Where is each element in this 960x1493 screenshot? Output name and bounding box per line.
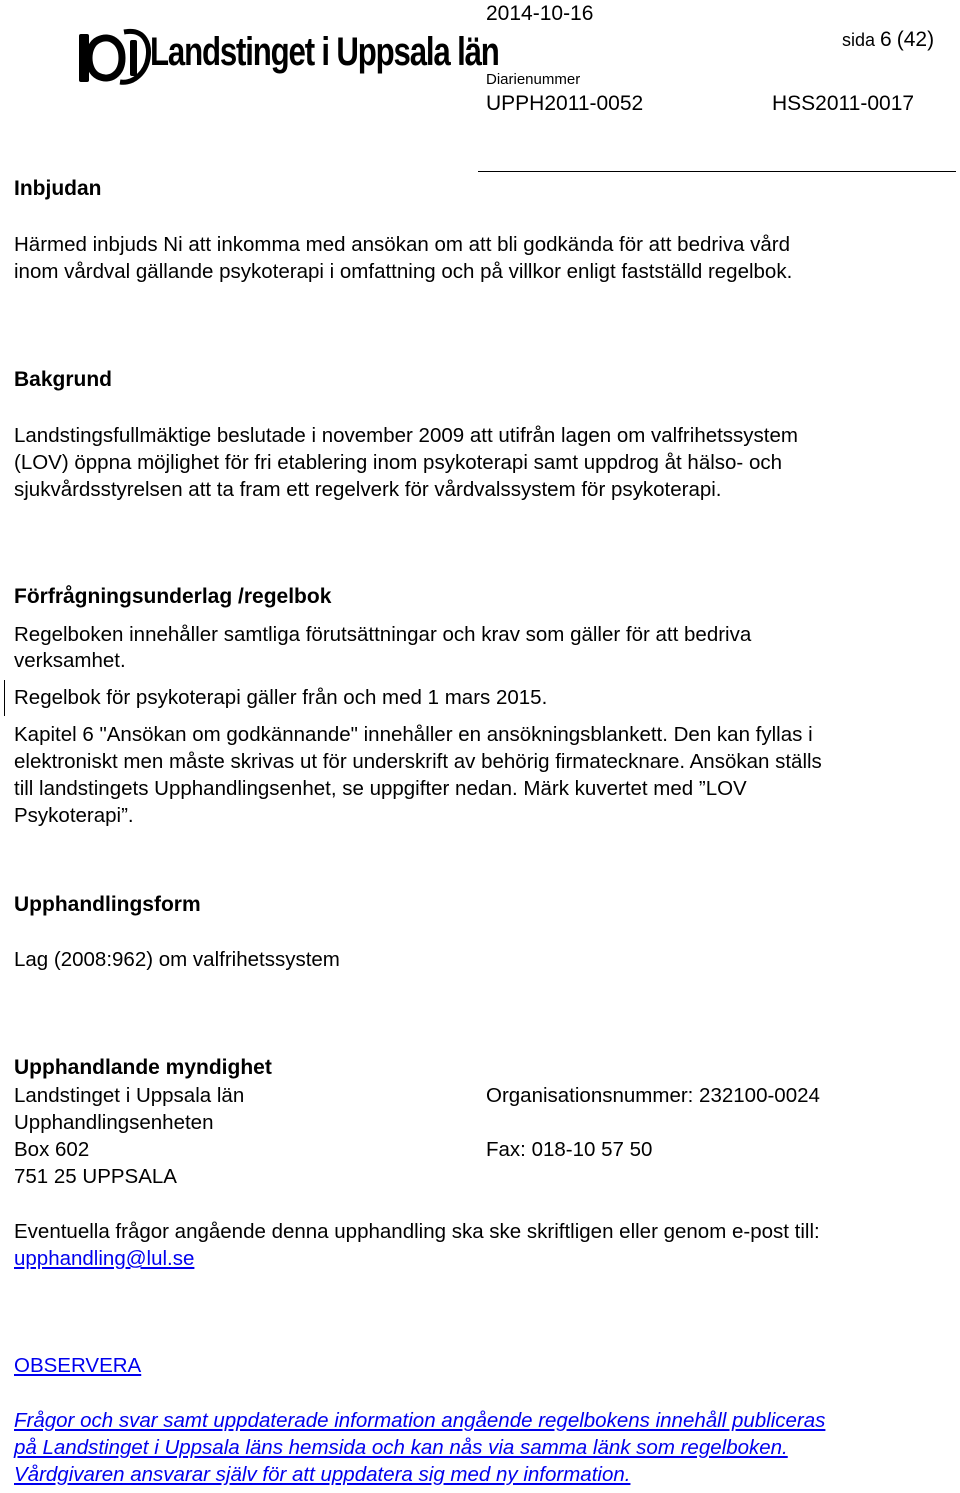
heading-forfragningsunderlag: Förfrågningsunderlag /regelbok [14,585,332,608]
forfragning-line-1: Regelboken innehåller samtliga förutsättningar och krav som gäller för att bedriva [14,623,752,646]
forfragning-line-7: Psykoterapi”. [14,804,134,827]
myndighet-name: Landstinget i Uppsala län [14,1084,245,1107]
observera-heading[interactable]: OBSERVERA [14,1354,142,1377]
observera-line-1[interactable]: Frågor och svar samt uppdaterade information angående regelbokens innehåll publiceras [14,1409,826,1432]
observera-line-2[interactable]: på Landstinget i Uppsala läns hemsida och kan nås via samma länk som regelboken. [14,1436,788,1459]
document-date: 2014-10-16 [486,2,594,25]
inbjudan-line-1: Härmed inbjuds Ni att inkomma med ansökan om att bli godkända för att bedriva vård [14,233,790,256]
observera-line-3[interactable]: Vårdgivaren ansvarar själv för att uppdatera sig med ny information. [14,1463,631,1486]
page-number: 6 [880,28,892,51]
diarie-label: Diarienummer [486,71,581,88]
forfragning-line-2: verksamhet. [14,649,126,672]
diarie-number-2: HSS2011-0017 [772,92,915,115]
diarie-number-1: UPPH2011-0052 [486,92,644,115]
myndighet-box: Box 602 [14,1138,90,1161]
page-indicator [842,28,934,52]
forfragning-line-4: Kapitel 6 "Ansökan om godkännande" innehåller en ansökningsblankett. Den kan fyllas i [14,723,813,746]
forfragning-line-5: elektroniskt men måste skrivas ut för underskrift av behörig firmatecknare. Ansökan ställs [14,750,822,773]
myndighet-fax: Fax: 018-10 57 50 [486,1138,653,1161]
page-prefix: sida [842,30,876,50]
heading-inbjudan: Inbjudan [14,177,102,200]
heading-upphandlingsform: Upphandlingsform [14,893,201,916]
bakgrund-line-1: Landstingsfullmäktige beslutade i november 2009 att utifrån lagen om valfrihetssystem [14,424,798,447]
org-name: Landstinget i Uppsala län [150,30,499,74]
forfragning-line-6: till landstingets Upphandlingsenhet, se uppgifter nedan. Märk kuvertet med ”LOV [14,777,747,800]
header-divider [478,171,956,172]
myndighet-city: 751 25 UPPSALA [14,1165,177,1188]
inbjudan-line-2: inom vårdval gällande psykoterapi i omfattning och på villkor enligt fastställd regelbok. [14,260,793,283]
myndighet-unit: Upphandlingsenheten [14,1111,214,1134]
contact-text: Eventuella frågor angående denna upphandling ska ske skriftligen eller genom e-post till: [14,1220,820,1243]
contact-email-link[interactable]: upphandling@lul.se [14,1247,195,1270]
page-total: (42) [896,28,935,51]
heading-bakgrund: Bakgrund [14,368,113,391]
bakgrund-line-2: (LOV) öppna möjlighet för fri etablering inom psykoterapi samt uppdrog åt hälso- och [14,451,783,474]
bakgrund-line-3: sjukvårdsstyrelsen att ta fram ett regelverk för vårdvalssystem för psykoterapi. [14,478,722,501]
organisationsnummer: Organisationsnummer: 232100-0024 [486,1084,820,1107]
forfragning-line-3: Regelbok för psykoterapi gäller från och med 1 mars 2015. [14,686,548,709]
heading-upphandlande-myndighet: Upphandlande myndighet [14,1056,272,1079]
change-bar [4,680,5,716]
upphandlingsform-text: Lag (2008:962) om valfrihetssystem [14,948,340,971]
